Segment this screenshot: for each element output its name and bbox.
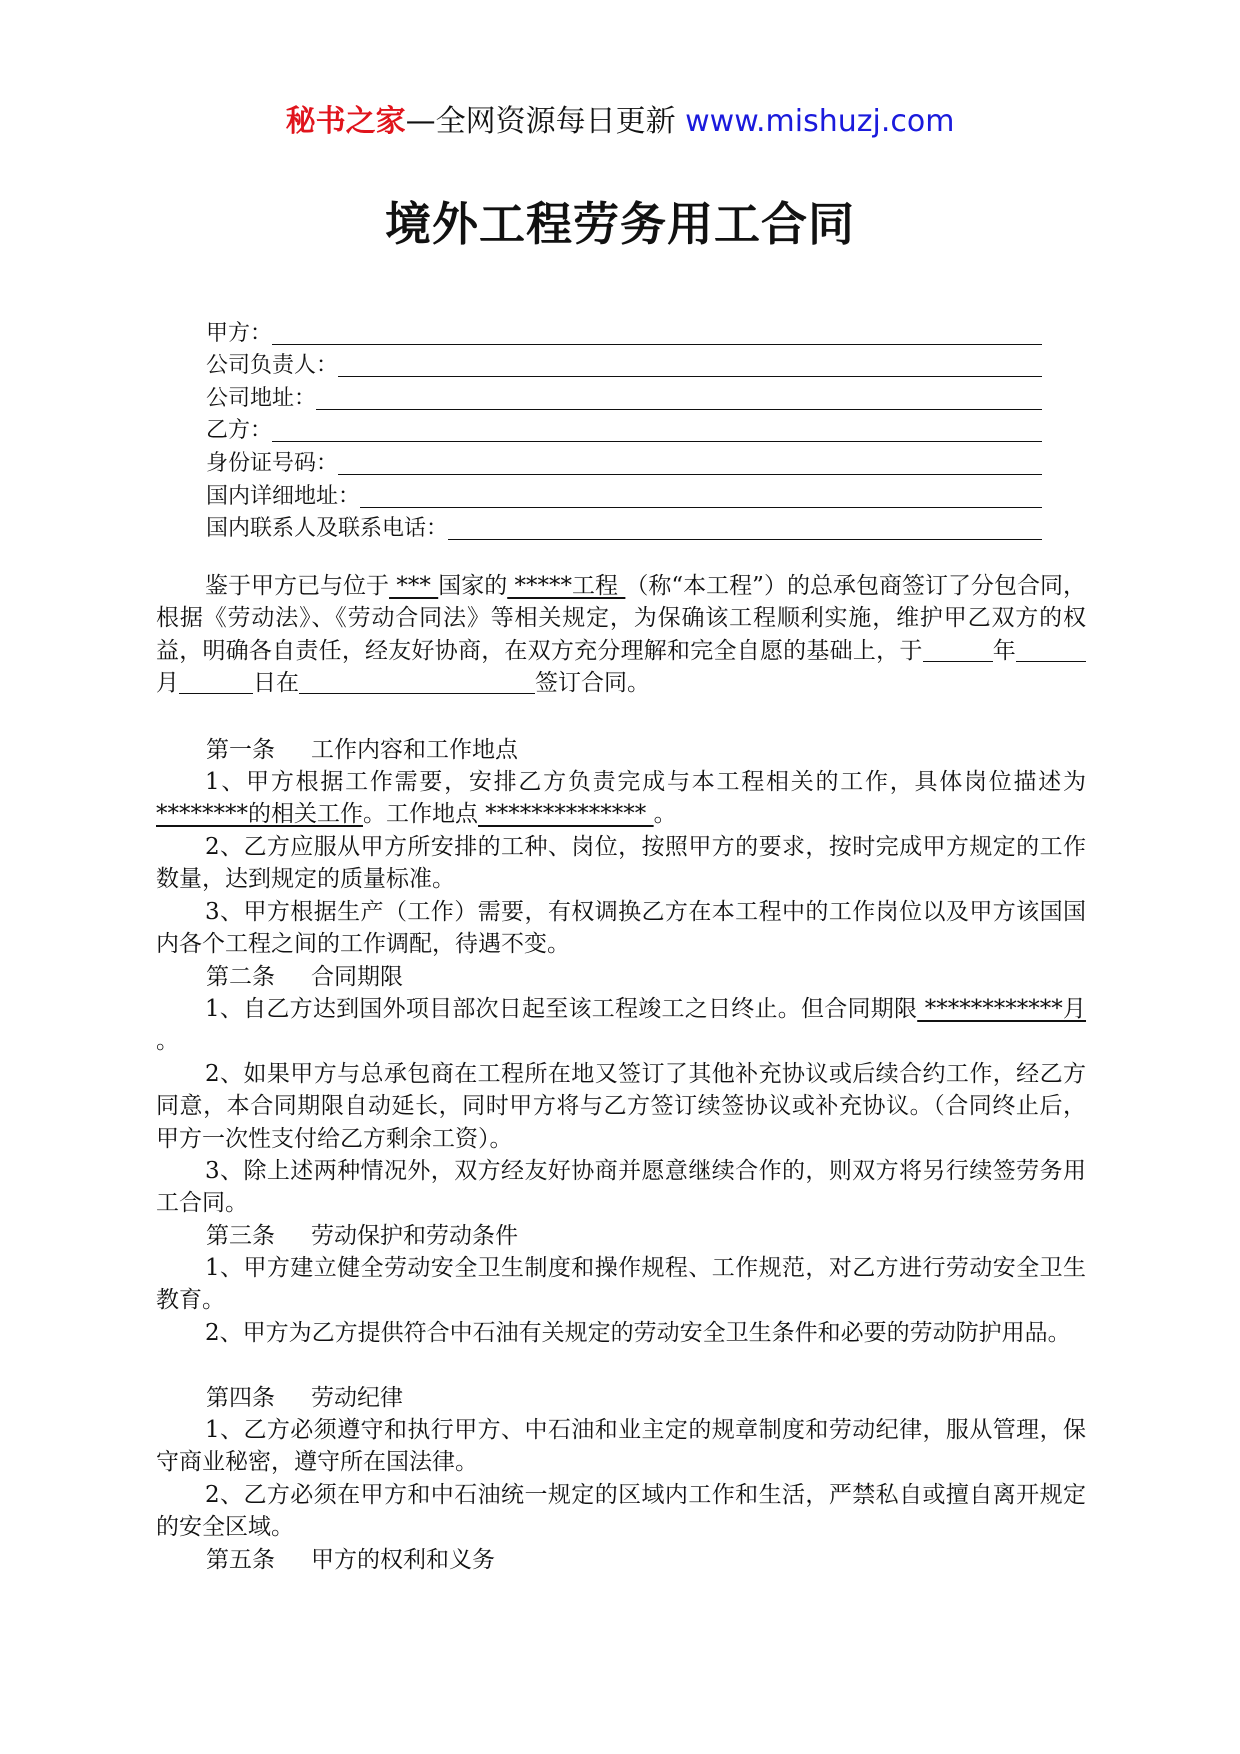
- job-description-field: ********的相关工作: [156, 801, 363, 828]
- document-title: 境外工程劳务用工合同: [385, 197, 855, 251]
- contract-term-field: ************月: [917, 996, 1087, 1022]
- fill-line: [272, 419, 1042, 442]
- banner-url-link[interactable]: www.mishuzj.com: [685, 104, 955, 139]
- party-label: 乙方：: [206, 418, 273, 444]
- party-row-id-number: [206, 446, 1042, 479]
- party-label: 国内联系人及联系电话：: [206, 516, 449, 542]
- party-row-jia: [206, 316, 1042, 349]
- article-3-heading: 第三条 劳动保护和劳动条件: [206, 1223, 518, 1249]
- work-location-field: **************: [478, 801, 654, 828]
- clause-2-2: 2、如果甲方与总承包商在工程所在地又签订了其他补充协议或后续合约工作，经乙方同意，本合同期限自动延长，同时甲方将与乙方签订续签协议或补充协议。（合同终止后，甲方一次性支付给乙方剩余工资）。: [156, 1061, 1086, 1152]
- fill-line: [272, 322, 1042, 345]
- country-field: ***: [389, 573, 439, 599]
- banner-slogan: —全网资源每日更新: [405, 104, 676, 139]
- party-row-yi: [206, 414, 1042, 447]
- clause-4-2: 2、乙方必须在甲方和中石油统一规定的区域内工作和生活，严禁私自或擅自离开规定的安全区域。: [156, 1482, 1086, 1541]
- clause-2-3: 3、除上述两种情况外，双方经友好协商并愿意继续合作的，则双方将另行续签劳务用工合同。: [156, 1158, 1086, 1217]
- clause-1-1: 1、甲方根据工作需要，安排乙方负责完成与本工程相关的工作，具体岗位描述为********的相关工作。工作地点 ************** 。: [156, 769, 1086, 828]
- clause-1-3: 3、甲方根据生产（工作）需要，有权调换乙方在本工程中的工作岗位以及甲方该国国内各个工程之间的工作调配，待遇不变。: [156, 899, 1086, 958]
- clause-3-1: 1、甲方建立健全劳动安全卫生制度和操作规程、工作规范，对乙方进行劳动安全卫生教育。: [156, 1255, 1086, 1314]
- month-blank: [1016, 637, 1086, 662]
- article-4-heading: 第四条 劳动纪律: [206, 1385, 403, 1411]
- project-field: *****工程: [507, 573, 626, 599]
- clause-3-2: 2、甲方为乙方提供符合中石油有关规定的劳动安全卫生条件和必要的劳动防护用品。: [205, 1320, 1071, 1346]
- site-banner: [0, 100, 1240, 144]
- article-2-heading: 第二条 合同期限: [206, 964, 403, 990]
- fill-line: [338, 452, 1042, 475]
- article-5-heading: 第五条 甲方的权利和义务: [206, 1547, 495, 1573]
- fill-line: [316, 387, 1042, 410]
- party-label: 国内详细地址：: [206, 483, 361, 509]
- preamble-paragraph: 鉴于甲方已与位于 *** 国家的 *****工程 （称“本工程”）的总承包商签订了分包合同，根据《劳动法》、《劳动合同法》等相关规定，为保确该工程顺利实施，维护甲乙双方的权益，明确各自责任，经友好协商，在双方充分理解和完全自愿的基础上，于 年月 日在 签订合同。: [156, 573, 1087, 697]
- day-blank: [179, 669, 253, 694]
- article-1-heading: 第一条 工作内容和工作地点: [206, 737, 518, 763]
- year-blank: [923, 637, 993, 662]
- party-row-domestic-address: [206, 479, 1042, 512]
- party-row-contact: [206, 512, 1042, 545]
- clause-2-1: 1、自乙方达到国外项目部次日起至该工程竣工之日终止。但合同期限 ************月 。: [156, 996, 1087, 1055]
- clause-4-1: 1、乙方必须遵守和执行甲方、中石油和业主定的规章制度和劳动纪律，服从管理，保守商业秘密，遵守所在国法律。: [156, 1417, 1086, 1476]
- fill-line: [448, 517, 1042, 540]
- place-blank: [299, 669, 535, 694]
- party-label: 公司地址：: [206, 385, 317, 411]
- fill-line: [360, 485, 1042, 508]
- party-row-company-head: [206, 349, 1042, 382]
- party-label: 公司负责人：: [206, 353, 339, 379]
- party-label: 甲方：: [206, 320, 273, 346]
- fill-line: [338, 354, 1042, 377]
- party-info-block: [206, 316, 1042, 544]
- clause-1-2: 2、乙方应服从甲方所安排的工种、岗位，按照甲方的要求，按时完成甲方规定的工作数量，达到规定的质量标准。: [156, 834, 1086, 893]
- party-row-company-address: [206, 381, 1042, 414]
- party-label: 身份证号码：: [206, 450, 339, 476]
- banner-brand: 秘书之家: [285, 104, 406, 139]
